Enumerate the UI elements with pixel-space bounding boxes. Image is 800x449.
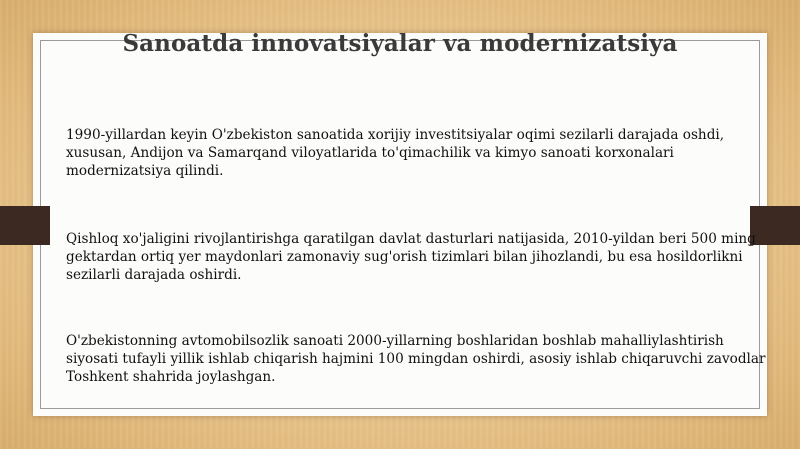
paragraph-agriculture: Qishloq xo'jaligini rivojlantirishga qaratilgan davlat dasturlari natijasida, 2010-yildan beri 500 ming gektardan ortiq yer maydonlari zamonaviy sug'orish tizimlari bilan jihozlandi, bu esa hosildorlikni sezilarli darajada oshirdi.: [66, 231, 756, 283]
paragraph-investments: 1990-yillardan keyin O'zbekiston sanoatida xorijiy investitsiyalar oqimi sezilarli darajada oshdi, xususan, Andijon va Samarqand viloyatlarida to'qimachilik va kimyo sanoati korxonalari modernizatsiya qilindi.: [66, 127, 725, 179]
left-side-tab: [0, 206, 50, 245]
slide-title: Sanoatda innovatsiyalar va modernizatsiya: [122, 30, 678, 57]
paragraph-automotive: O'zbekistonning avtomobilsozlik sanoati 2000-yillarning boshlaridan boshlab mahalliylashtirish siyosati tufayli yillik ishlab chiqarish hajmini 100 mingdan oshirdi, asosiy ishlab chiqaruvchi zavodlar Toshkent shahrida joylashgan.: [66, 333, 766, 385]
